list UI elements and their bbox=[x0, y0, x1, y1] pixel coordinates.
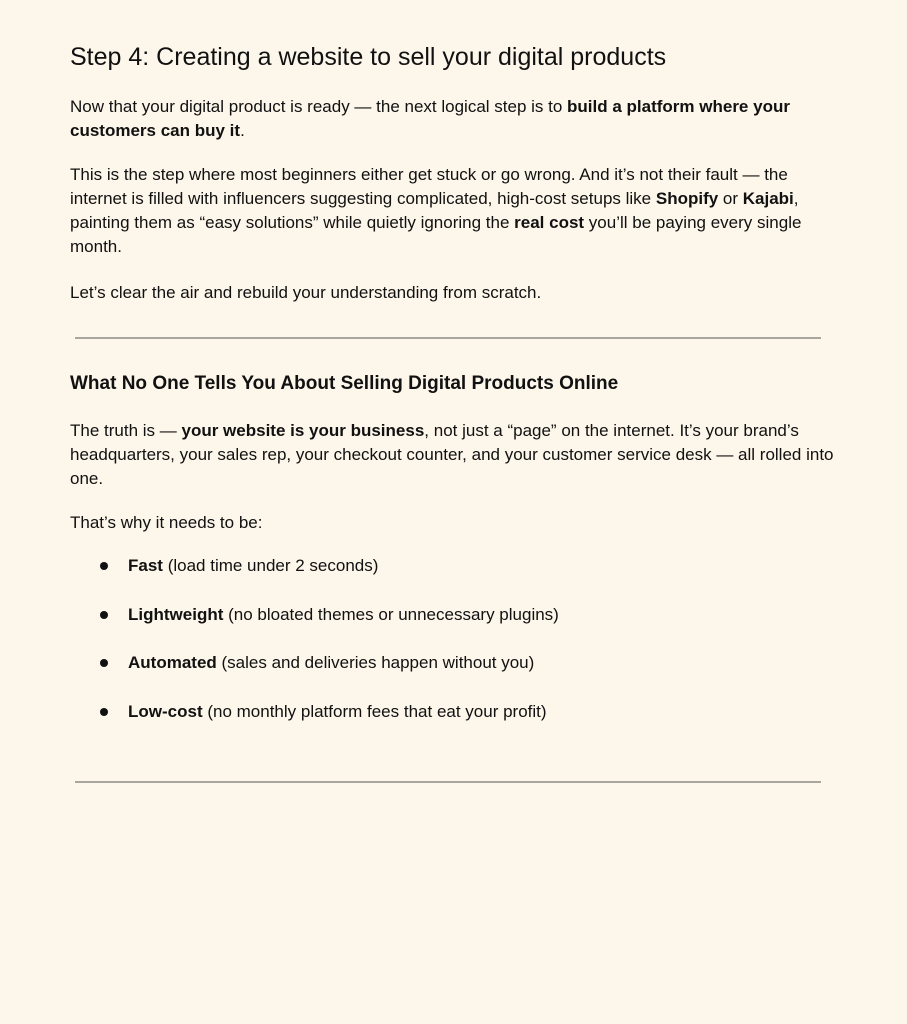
bullet-icon bbox=[100, 708, 108, 716]
list-item-term: Fast bbox=[128, 556, 163, 575]
truth-text-1: The truth is — bbox=[70, 421, 182, 440]
page-title: Step 4: Creating a website to sell your digital products bbox=[70, 43, 667, 71]
section-divider bbox=[75, 337, 821, 339]
real-cost-emphasis: real cost bbox=[514, 213, 585, 232]
section-heading: What No One Tells You About Selling Digital Products Online bbox=[70, 373, 619, 394]
intro-emphasis: build a platform where your customers can buy it bbox=[70, 97, 790, 140]
clear-air-paragraph: Let’s clear the air and rebuild your understanding from scratch. bbox=[70, 283, 542, 302]
beginners-paragraph bbox=[70, 163, 840, 259]
list-item-term: Lightweight bbox=[128, 604, 224, 624]
bullet-icon bbox=[100, 659, 108, 667]
why-paragraph: That’s why it needs to be: bbox=[70, 513, 263, 532]
list-item-detail: (sales and deliveries happen without you) bbox=[216, 653, 535, 672]
intro-paragraph bbox=[70, 95, 840, 143]
list-item bbox=[70, 651, 840, 675]
kajabi-emphasis: Kajabi bbox=[742, 189, 794, 208]
list-item-detail: (no monthly platform fees that eat your profit) bbox=[202, 701, 547, 721]
bullet-icon bbox=[100, 562, 108, 570]
beginners-text-4: you’ll be paying every single month. bbox=[70, 213, 802, 256]
list-item-term: Automated bbox=[128, 653, 217, 672]
list-item-detail: (load time under 2 seconds) bbox=[162, 556, 379, 575]
list-item bbox=[70, 603, 840, 627]
truth-emphasis: your website is your business bbox=[181, 421, 425, 440]
bullet-icon bbox=[100, 611, 108, 619]
list-item-term: Low-cost bbox=[128, 701, 203, 721]
beginners-text-2: or bbox=[718, 189, 743, 208]
list-item bbox=[70, 554, 840, 578]
truth-text-2: , not just a “page” on the internet. It’s your brand’s headquarters, your sales rep, your checkout counter, and your customer service desk — all rolled into one. bbox=[70, 421, 834, 488]
requirements-list bbox=[70, 554, 840, 748]
list-item-detail: (no bloated themes or unnecessary plugins) bbox=[223, 604, 559, 624]
intro-text-1: Now that your digital product is ready — the next logical step is to bbox=[70, 97, 568, 116]
list-item bbox=[70, 700, 840, 724]
beginners-text-3: , painting them as “easy solutions” while quietly ignoring the bbox=[70, 189, 799, 232]
beginners-text-1: This is the step where most beginners either get stuck or go wrong. And it’s not their fault — the internet is filled with influencers suggesting complicated, high-cost setups like bbox=[70, 165, 788, 208]
truth-paragraph bbox=[70, 419, 840, 491]
shopify-emphasis: Shopify bbox=[655, 189, 719, 208]
intro-text-2: . bbox=[240, 121, 245, 140]
section-divider bbox=[75, 781, 821, 783]
